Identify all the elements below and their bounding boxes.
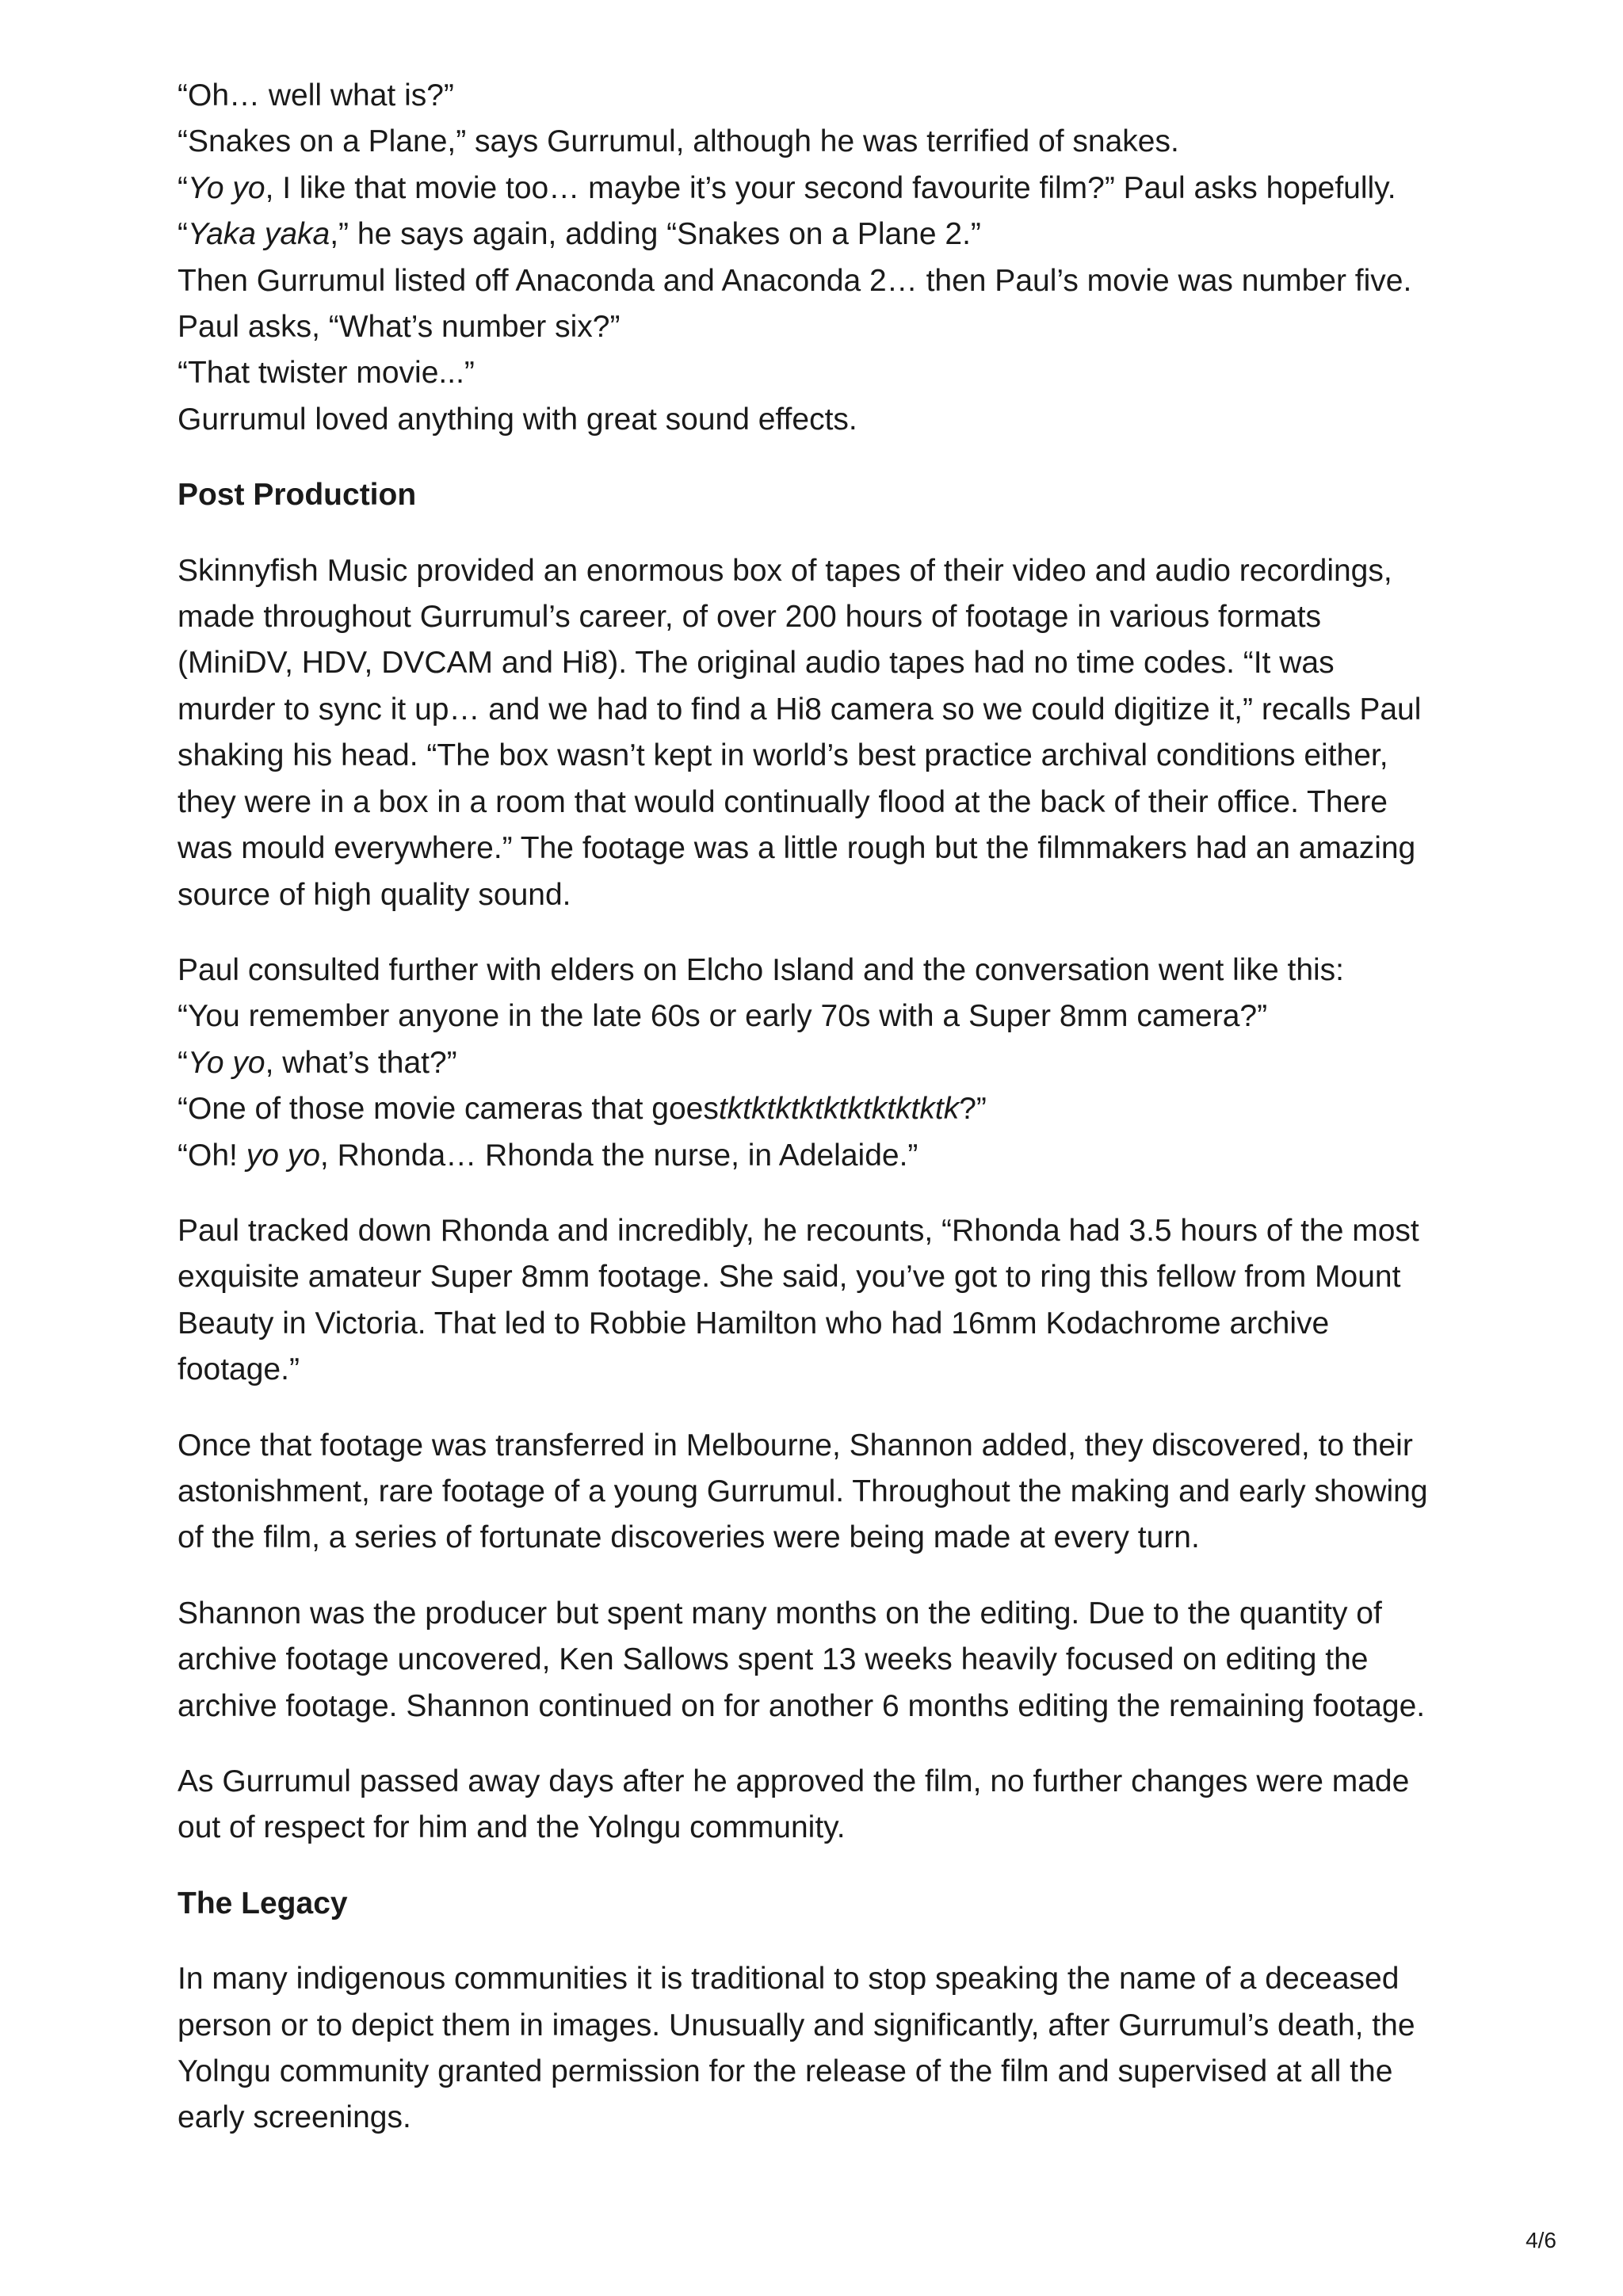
dialogue-line: Then Gurrumul listed off Anaconda and Anaconda 2… then Paul’s movie was number five. — [178, 263, 1412, 298]
dialogue-line: “Snakes on a Plane,” says Gurrumul, although he was terrified of snakes. — [178, 124, 1179, 159]
paragraph-line: In many indigenous communities it is traditional to stop speaking the name of a deceased — [178, 1962, 1400, 1997]
paragraph-line: Yolngu community granted permission for the release of the film and supervised at all the — [178, 2054, 1393, 2089]
italic-phrase: yo yo — [246, 1138, 320, 1173]
dialogue-text: , I like that movie too… maybe it’s your second favourite film?” Paul asks hopefully. — [265, 170, 1396, 205]
paragraph-line: Skinnyfish Music provided an enormous box of tapes of their video and audio recordings, — [178, 553, 1392, 588]
paragraph-line: early screenings. — [178, 2100, 411, 2135]
paragraph-rhonda — [178, 1208, 1477, 1394]
section-heading-post-production: Post Production — [178, 478, 417, 513]
dialogue-line: “You remember anyone in the late 60s or early 70s with a Super 8mm camera?” — [178, 999, 1268, 1034]
paragraph-line: astonishment, rare footage of a young Gurrumul. Throughout the making and early showing — [178, 1474, 1428, 1508]
dialogue-text: “One of those movie cameras that goes — [178, 1092, 719, 1127]
paragraph-line: made throughout Gurrumul’s career, of over 200 hours of footage in various formats — [178, 600, 1322, 635]
paragraph-line: person or to depict them in images. Unusually and significantly, after Gurrumul’s death, the — [178, 2008, 1415, 2042]
paragraph-legacy — [178, 1956, 1477, 2142]
paragraph-shannon — [178, 1591, 1477, 1730]
dialogue-line — [178, 1040, 1477, 1086]
paragraph-line: Paul tracked down Rhonda and incredibly, he recounts, “Rhonda had 3.5 hours of the most — [178, 1213, 1419, 1248]
dialogue-line — [178, 212, 1477, 257]
section-heading-legacy: The Legacy — [178, 1886, 348, 1920]
paragraph-line: Once that footage was transferred in Melbourne, Shannon added, they discovered, to their — [178, 1428, 1413, 1463]
paragraph-line: archive footage. Shannon continued on for another 6 months editing the remaining footage. — [178, 1688, 1426, 1723]
dialogue-line: Paul consulted further with elders on Elcho Island and the conversation went like this: — [178, 952, 1345, 987]
paragraph-line: exquisite amateur Super 8mm footage. She said, you’ve got to ring this fellow from Mount — [178, 1260, 1401, 1295]
dialogue-line — [178, 1086, 1477, 1132]
dialogue-line: Paul asks, “What’s number six?” — [178, 310, 621, 345]
paragraph-line: archive footage uncovered, Ken Sallows spent 13 weeks heavily focused on editing the — [178, 1642, 1369, 1677]
paragraph-line: they were in a box in a room that would continually flood at the back of their office. There — [178, 784, 1388, 819]
dialogue-line: “Oh… well what is?” — [178, 78, 454, 113]
paragraph-line: source of high quality sound. — [178, 877, 571, 912]
dialogue-text: , what’s that?” — [265, 1045, 457, 1080]
quote-open: “ — [178, 170, 188, 205]
dialogue-text: “Oh! — [178, 1138, 246, 1173]
quote-open: “ — [178, 217, 188, 252]
page-number: 4/6 — [1526, 2228, 1556, 2252]
italic-phrase: Yo yo — [188, 1045, 265, 1080]
dialogue-line: Gurrumul loved anything with great sound effects. — [178, 402, 857, 437]
paragraph-line: shaking his head. “The box wasn’t kept in world’s best practice archival conditions either, — [178, 738, 1388, 773]
italic-phrase: tktktktktktktktktktk — [718, 1092, 960, 1127]
paragraph-line: murder to sync it up… and we had to find a Hi8 camera so we could digitize it,” recalls Paul — [178, 692, 1422, 727]
dialogue-movies — [178, 73, 1477, 443]
paragraph-passed-away — [178, 1759, 1477, 1852]
paragraph-line: footage.” — [178, 1352, 300, 1387]
italic-phrase: Yo yo — [188, 170, 265, 205]
paragraph-line: out of respect for him and the Yolngu community. — [178, 1810, 846, 1845]
paragraph-line: Shannon was the producer but spent many months on the editing. Due to the quantity of — [178, 1596, 1382, 1630]
dialogue-line — [178, 166, 1477, 212]
paragraph-line: of the film, a series of fortunate discoveries were being made at every turn. — [178, 1520, 1200, 1555]
dialogue-line — [178, 1133, 1477, 1179]
dialogue-text: , Rhonda… Rhonda the nurse, in Adelaide.” — [319, 1138, 918, 1173]
dialogue-text: ?” — [959, 1092, 987, 1127]
italic-phrase: Yaka yaka — [188, 217, 330, 252]
paragraph-line: was mould everywhere.” The footage was a little rough but the filmmakers had an amazing — [178, 831, 1416, 866]
dialogue-text: ,” he says again, adding “Snakes on a Plane 2.” — [330, 217, 981, 252]
dialogue-elders — [178, 948, 1477, 1179]
paragraph-line: As Gurrumul passed away days after he approved the film, no further changes were made — [178, 1764, 1410, 1798]
paragraph-line: (MiniDV, HDV, DVCAM and Hi8). The original audio tapes had no time codes. “It was — [178, 646, 1335, 681]
document-body — [178, 73, 1477, 2171]
dialogue-line: “That twister movie...” — [178, 356, 475, 391]
paragraph-skinnyfish — [178, 548, 1477, 918]
paragraph-line: Beauty in Victoria. That led to Robbie Hamilton who had 16mm Kodachrome archive — [178, 1306, 1330, 1341]
paragraph-melbourne — [178, 1423, 1477, 1562]
quote-open: “ — [178, 1045, 188, 1080]
